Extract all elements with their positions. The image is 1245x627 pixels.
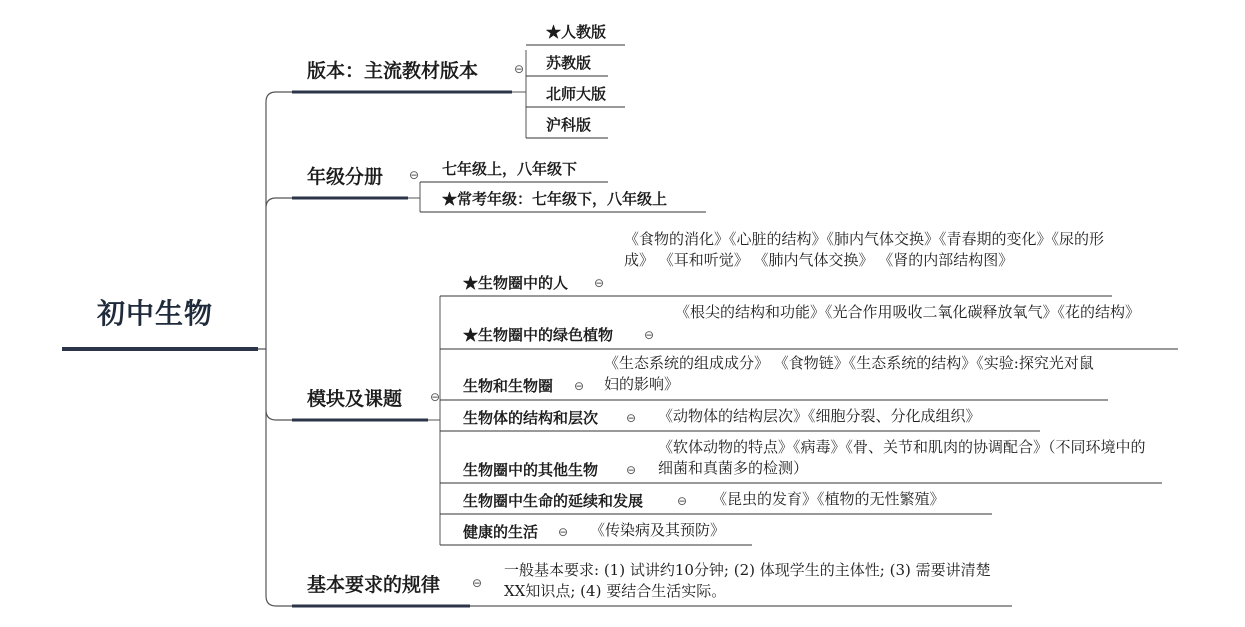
grade-item[interactable]: ★常考年级：七年级下，八年级上 [442, 190, 668, 208]
module-label[interactable]: 生物圈中的其他生物 [463, 461, 599, 479]
collapse-icon[interactable]: ⊖ [574, 379, 585, 393]
branch-edition-label[interactable]: 版本：主流教材版本 [307, 60, 479, 82]
module-lessons: 《软体动物的特点》《病毒》《骨、关节和肌肉的协调配合》（不同环境中的细菌和真菌多的检测） [658, 438, 1146, 477]
edition-item[interactable]: 北师大版 [546, 85, 607, 103]
collapse-icon[interactable]: ⊖ [514, 62, 525, 76]
trunk-connector [258, 92, 292, 606]
edition-item[interactable]: 沪科版 [546, 116, 592, 134]
grade-item[interactable]: 七年级上，八年级下 [442, 160, 578, 178]
branch-grade-label[interactable]: 年级分册 [307, 166, 384, 188]
module-label[interactable]: 生物圈中生命的延续和发展 [463, 492, 644, 510]
branch-modules-label[interactable]: 模块及课题 [307, 388, 403, 410]
module-lessons: 《食物的消化》《心脏的结构》《肺内气体交换》《青春期的变化》《尿的形成》 《耳和听觉》 《肺内气体交换》 《肾的内部结构图》 [624, 230, 1105, 269]
collapse-icon[interactable]: ⊖ [626, 411, 637, 425]
root-title[interactable]: 初中生物 [97, 297, 214, 330]
module-label[interactable]: 生物体的结构和层次 [463, 409, 599, 427]
module-lessons: 《根尖的结构和功能》《光合作用吸收二氧化碳释放氧气》《花的结构》 [675, 303, 1141, 321]
requirements-text: 一般基本要求: (1) 试讲约10分钟; (2) 体现学生的主体性; (3) 需要讲清楚XX知识点; (4) 要结合生活实际。 [504, 561, 991, 600]
collapse-icon[interactable]: ⊖ [644, 328, 655, 342]
edition-item[interactable]: ★人教版 [546, 23, 607, 41]
module-label[interactable]: 生物和生物圈 [463, 377, 554, 395]
collapse-icon[interactable]: ⊖ [430, 390, 441, 404]
branch-requirements-label[interactable]: 基本要求的规律 [307, 574, 441, 596]
collapse-icon[interactable]: ⊖ [472, 576, 483, 590]
collapse-icon[interactable]: ⊖ [409, 168, 420, 182]
module-lessons: 《传染病及其预防》 [590, 521, 726, 539]
collapse-icon[interactable]: ⊖ [594, 276, 605, 290]
collapse-icon[interactable]: ⊖ [626, 463, 637, 477]
module-lessons: 《动物体的结构层次》《细胞分裂、分化成组织》 [658, 407, 981, 425]
edition-item[interactable]: 苏教版 [546, 54, 592, 72]
module-label[interactable]: ★生物圈中的绿色植物 [463, 326, 614, 344]
module-label[interactable]: ★生物圈中的人 [463, 274, 569, 292]
collapse-icon[interactable]: ⊖ [558, 525, 569, 539]
module-lessons: 《生态系统的组成成分》 《食物链》《生态系统的结构》《实验:探究光对鼠妇的影响》 [604, 354, 1094, 393]
module-lessons: 《昆虫的发育》《植物的无性繁殖》 [712, 490, 945, 508]
module-label[interactable]: 健康的生活 [463, 523, 539, 541]
collapse-icon[interactable]: ⊖ [677, 494, 688, 508]
